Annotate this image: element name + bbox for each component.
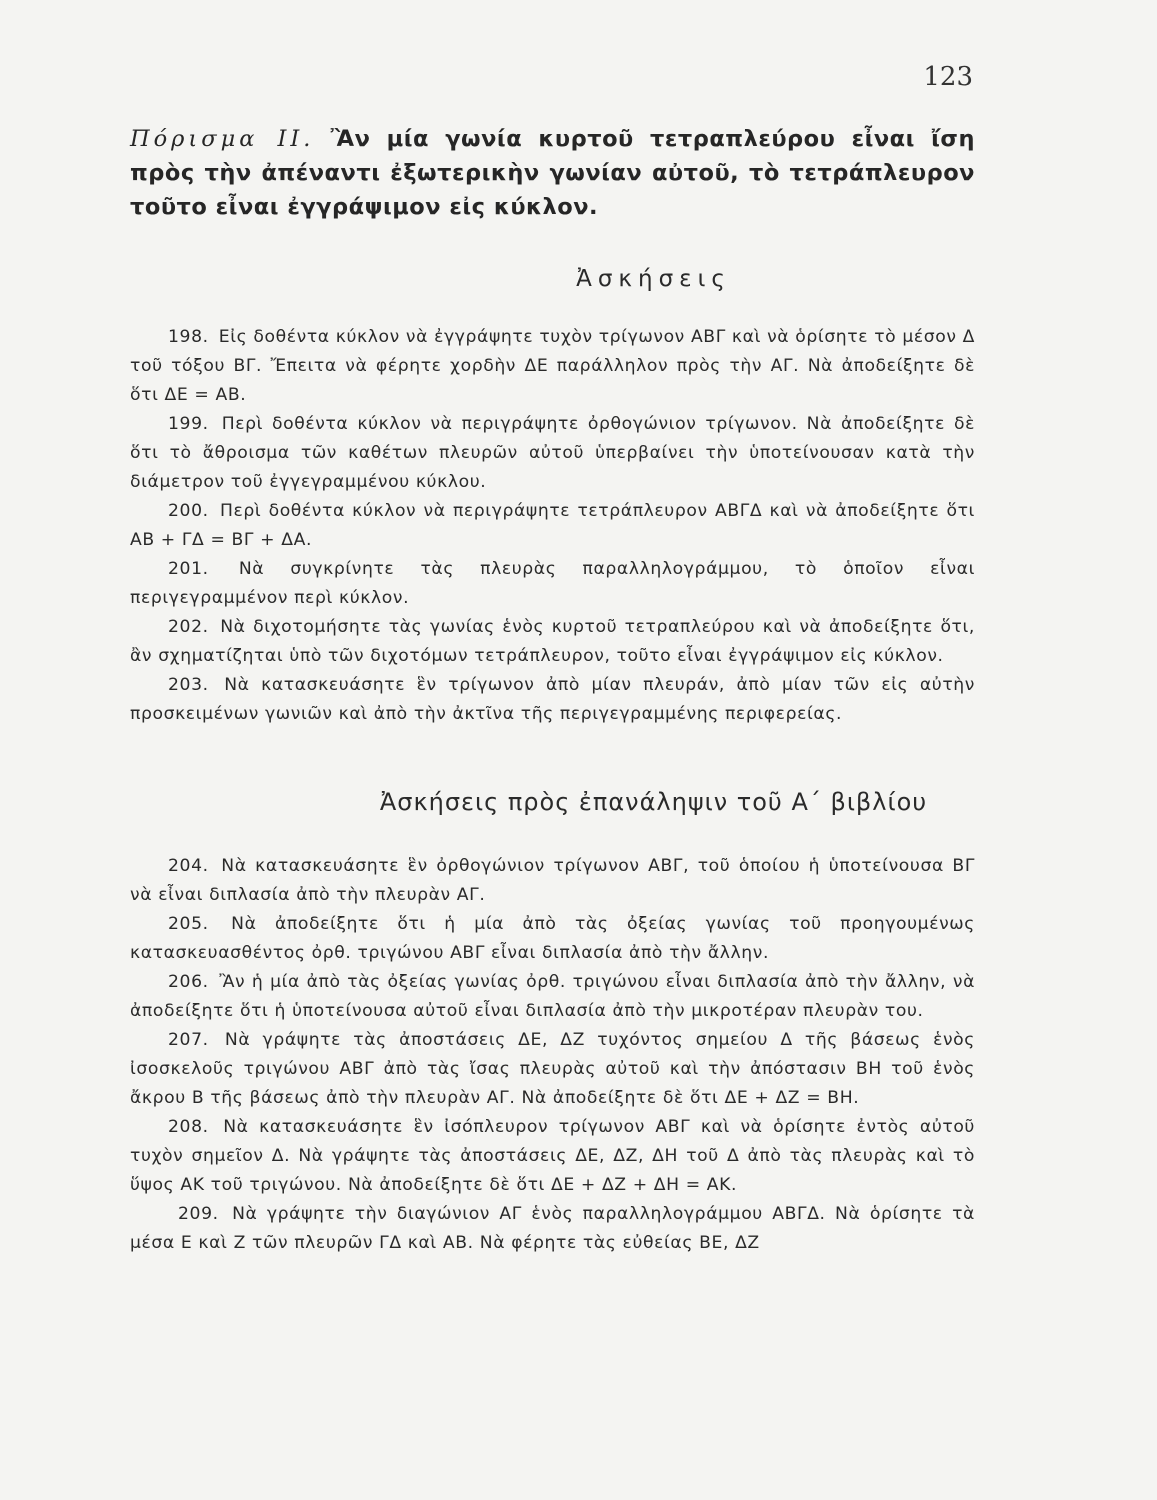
exercise-205: 205. Νὰ ἀποδείξητε ὅτι ἡ μία ἀπὸ τὰς ὀξείας γωνίας τοῦ προηγουμένως κατασκευασθέντος ὀρθ. τριγώνου ΑΒΓ εἶναι διπλασία ἀπὸ τὴν ἄλλην. <box>130 914 975 963</box>
section-heading-review-exercises: Ἀσκήσεις πρὸς ἐπανάληψιν τοῦ Α΄ βιβλίου <box>379 788 928 816</box>
exercise-list-2 <box>130 852 975 1258</box>
page-number: 123 <box>923 62 973 92</box>
exercise-208: 208. Νὰ κατασκευάσητε ἓν ἰσόπλευρον τρίγωνον ΑΒΓ καὶ νὰ ὁρίσητε ἐντὸς αὐτοῦ τυχὸν σημεῖον Δ. Νὰ γράψητε τὰς ἀποστάσεις ΔΕ, ΔΖ, ΔΗ τοῦ Δ ἀπὸ τὰς πλευρὰς καὶ τὸ ὕψος ΑΚ τοῦ τριγώνου. Νὰ ἀποδείξητε δὲ ὅτι ΔΕ + ΔΖ + ΔΗ = ΑΚ. <box>130 1117 975 1195</box>
porisma-label: Πόρισμα ΙΙ. <box>130 126 315 152</box>
exercise-203: 203. Νὰ κατασκευάσητε ἓν τρίγωνον ἀπὸ μίαν πλευράν, ἀπὸ μίαν τῶν εἰς αὐτὴν προσκειμένων γωνιῶν καὶ ἀπὸ τὴν ἀκτῖνα τῆς περιγεγραμμένης περιφερείας. <box>130 675 975 724</box>
exercise-204: 204. Νὰ κατασκευάσητε ἓν ὀρθογώνιον τρίγωνον ΑΒΓ, τοῦ ὁποίου ἡ ὑποτείνουσα ΒΓ νὰ εἶναι διπλασία ἀπὸ τὴν πλευρὰν ΑΓ. <box>130 856 975 905</box>
exercise-209: 209. Νὰ γράψητε τὴν διαγώνιον ΑΓ ἑνὸς παραλληλογράμμου ΑΒΓΔ. Νὰ ὁρίσητε τὰ μέσα Ε καὶ Ζ τῶν πλευρῶν ΓΔ καὶ ΑΒ. Νὰ φέρητε τὰς εὐθείας ΒΕ, ΔΖ <box>130 1204 975 1253</box>
section-heading-exercises: Ἀσκήσεις <box>576 266 731 292</box>
exercise-200: 200. Περὶ δοθέντα κύκλον νὰ περιγράψητε τετράπλευρον ΑΒΓΔ καὶ νὰ ἀποδείξητε ὅτι ΑΒ + ΓΔ = ΒΓ + ΔΑ. <box>130 501 975 550</box>
exercise-199: 199. Περὶ δοθέντα κύκλον νὰ περιγράψητε ὀρθογώνιον τρίγωνον. Νὰ ἀποδείξητε δὲ ὅτι τὸ ἄθροισμα τῶν καθέτων πλευρῶν αὐτοῦ ὑπερβαίνει τὴν ὑποτείνουσαν κατὰ τὴν διάμετρον τοῦ ἐγγεγραμμένου κύκλου. <box>130 414 975 492</box>
exercise-202: 202. Νὰ διχοτομήσητε τὰς γωνίας ἑνὸς κυρτοῦ τετραπλεύρου καὶ νὰ ἀποδείξητε ὅτι, ἂν σχηματίζηται ὑπὸ τῶν διχοτόμων τετράπλευρον, τοῦτο εἶναι ἐγγράψιμον εἰς κύκλον. <box>130 617 975 666</box>
porisma-text: Ἂν μία γωνία κυρτοῦ τετραπλεύρου εἶναι ἴση πρὸς τὴν ἀπέναντι ἐξωτερικὴν γωνίαν αὐτοῦ, τὸ τετράπλευρον τοῦτο εἶναι ἐγγράψιμον εἰς κύκλον. <box>130 126 975 220</box>
porisma-paragraph <box>130 122 975 224</box>
exercise-201: 201. Νὰ συγκρίνητε τὰς πλευρὰς παραλληλογράμμου, τὸ ὁποῖον εἶναι περιγεγραμμένον περὶ κύκλον. <box>130 559 975 608</box>
exercise-207: 207. Νὰ γράψητε τὰς ἀποστάσεις ΔΕ, ΔΖ τυχόντος σημείου Δ τῆς βάσεως ἑνὸς ἰσοσκελοῦς τριγώνου ΑΒΓ ἀπὸ τὰς ἴσας πλευρὰς αὐτοῦ καὶ τὴν ἀπόστασιν ΒΗ τοῦ ἑνὸς ἄκρου Β τῆς βάσεως ἀπὸ τὴν πλευρὰν ΑΓ. Νὰ ἀποδείξητε δὲ ὅτι ΔΕ + ΔΖ = ΒΗ. <box>130 1030 975 1108</box>
exercise-198: 198. Εἰς δοθέντα κύκλον νὰ ἐγγράψητε τυχὸν τρίγωνον ΑΒΓ καὶ νὰ ὁρίσητε τὸ μέσον Δ τοῦ τόξου ΒΓ. Ἔπειτα νὰ φέρητε χορδὴν ΔΕ παράλληλον πρὸς τὴν ΑΓ. Νὰ ἀποδείξητε δὲ ὅτι ΔΕ = ΑΒ. <box>130 327 975 405</box>
exercise-206: 206. Ἂν ἡ μία ἀπὸ τὰς ὀξείας γωνίας ὀρθ. τριγώνου εἶναι διπλασία ἀπὸ τὴν ἄλλην, νὰ ἀποδείξητε ὅτι ἡ ὑποτείνουσα αὐτοῦ εἶναι διπλασία ἀπὸ τὴν μικροτέραν πλευρὰν του. <box>130 972 975 1021</box>
exercise-list-1 <box>130 323 975 729</box>
